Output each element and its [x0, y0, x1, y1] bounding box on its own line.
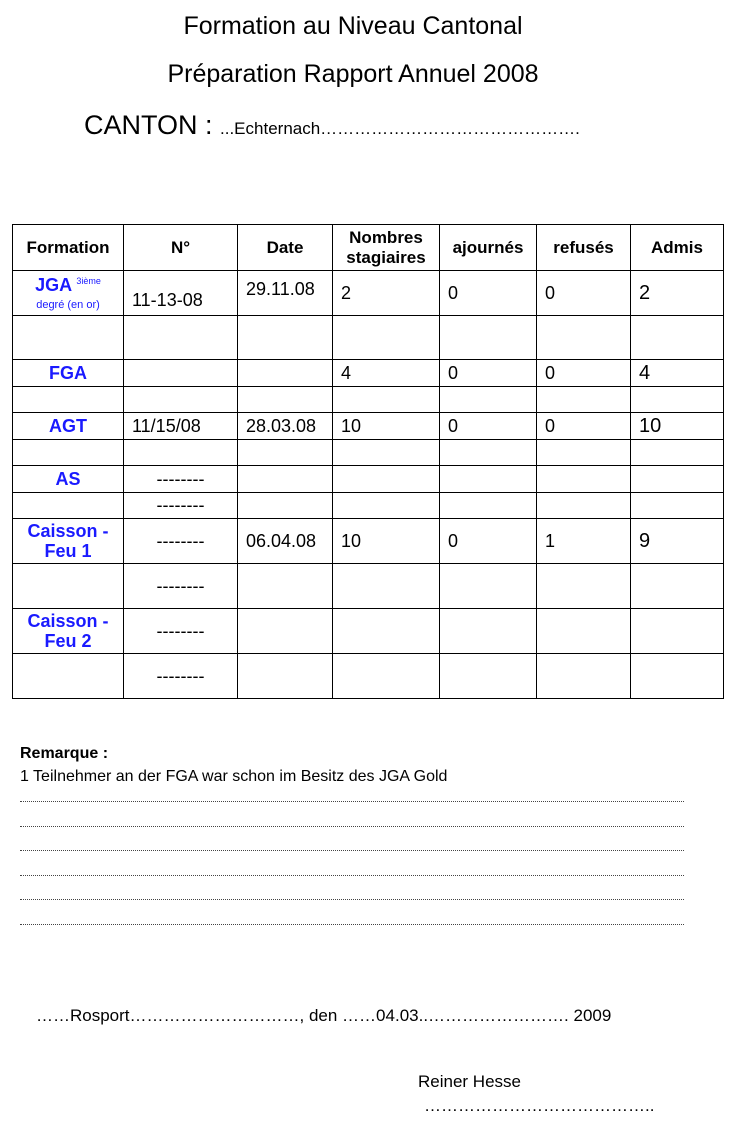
header-numero: N° [124, 225, 238, 271]
caisson1-nombres: 10 [333, 519, 440, 564]
canton-value: ...Echternach………………………………………. [220, 119, 580, 138]
table-row [13, 654, 724, 699]
header-refuses: refusés [537, 225, 631, 271]
jga-numero: 11-13-08 [124, 271, 238, 316]
fga-nombres: 4 [333, 360, 440, 387]
caisson2-numero-1: -------- [124, 609, 238, 654]
caisson1-admis: 9 [631, 519, 724, 564]
row-label-jga [13, 271, 124, 316]
remarque-label: Remarque : [20, 745, 109, 762]
caisson1-ajournes: 0 [440, 519, 537, 564]
jga-ajournes: 0 [440, 271, 537, 316]
as-numero-1: -------- [124, 466, 238, 493]
remarque-dotted-line [20, 899, 684, 900]
caisson1-refuses: 1 [537, 519, 631, 564]
table-row [13, 316, 724, 360]
remarque-dotted-line [20, 826, 684, 827]
agt-nombres: 10 [333, 413, 440, 440]
document-title: Formation au Niveau Cantonal [183, 12, 523, 40]
as-numero-2: -------- [124, 493, 238, 519]
fga-admis: 4 [631, 360, 724, 387]
header-ajournes: ajournés [440, 225, 537, 271]
jga-sup: 3ième [76, 276, 101, 286]
agt-numero: 11/15/08 [124, 413, 238, 440]
row-label-caisson-1: Caisson - Feu 1 [13, 519, 124, 564]
jga-date: 29.11.08 [238, 271, 333, 316]
row-label-agt: AGT [13, 413, 124, 440]
table-row [13, 609, 724, 654]
header-admis: Admis [631, 225, 724, 271]
signature-line: ………………………………….. [424, 1096, 655, 1115]
table-row [13, 271, 724, 316]
canton-label: CANTON : [84, 110, 221, 140]
signer-name: Reiner Hesse [418, 1072, 521, 1091]
caisson2-numero-2: -------- [124, 654, 238, 699]
header-nombres: Nombres stagiaires [333, 225, 440, 271]
table-row [13, 493, 724, 519]
remarque-dotted-line [20, 850, 684, 851]
agt-admis: 10 [631, 413, 724, 440]
remarque-dotted-line [20, 801, 684, 802]
remarque-dotted-line [20, 875, 684, 876]
jga-nombres: 2 [333, 271, 440, 316]
jga-admis: 2 [631, 271, 724, 316]
table-row [13, 440, 724, 466]
caisson1-numero-1: -------- [124, 519, 238, 564]
remarque-text: 1 Teilnehmer an der FGA war schon im Besitz des JGA Gold [20, 768, 448, 785]
table-header-row [13, 225, 724, 271]
place-date-line: ……Rosport…………………………, den ……04.03..……………………. 2009 [36, 1006, 612, 1025]
table-row [13, 519, 724, 564]
jga-label: JGA [35, 275, 72, 295]
header-formation: Formation [13, 225, 124, 271]
row-label-fga: FGA [13, 360, 124, 387]
jga-sub: degré (en or) [36, 299, 100, 311]
caisson1-date: 06.04.08 [238, 519, 333, 564]
formation-table [12, 224, 724, 699]
agt-date: 28.03.08 [238, 413, 333, 440]
header-date: Date [238, 225, 333, 271]
canton-line [84, 110, 580, 141]
row-label-as: AS [13, 466, 124, 493]
fga-ajournes: 0 [440, 360, 537, 387]
agt-refuses: 0 [537, 413, 631, 440]
fga-refuses: 0 [537, 360, 631, 387]
table-row [13, 466, 724, 493]
row-label-caisson-2: Caisson - Feu 2 [13, 609, 124, 654]
table-row [13, 360, 724, 387]
remarque-dotted-line [20, 924, 684, 925]
table-row [13, 413, 724, 440]
jga-refuses: 0 [537, 271, 631, 316]
table-row [13, 564, 724, 609]
agt-ajournes: 0 [440, 413, 537, 440]
table-row [13, 387, 724, 413]
caisson1-numero-2: -------- [124, 564, 238, 609]
document-subtitle: Préparation Rapport Annuel 2008 [167, 60, 539, 88]
